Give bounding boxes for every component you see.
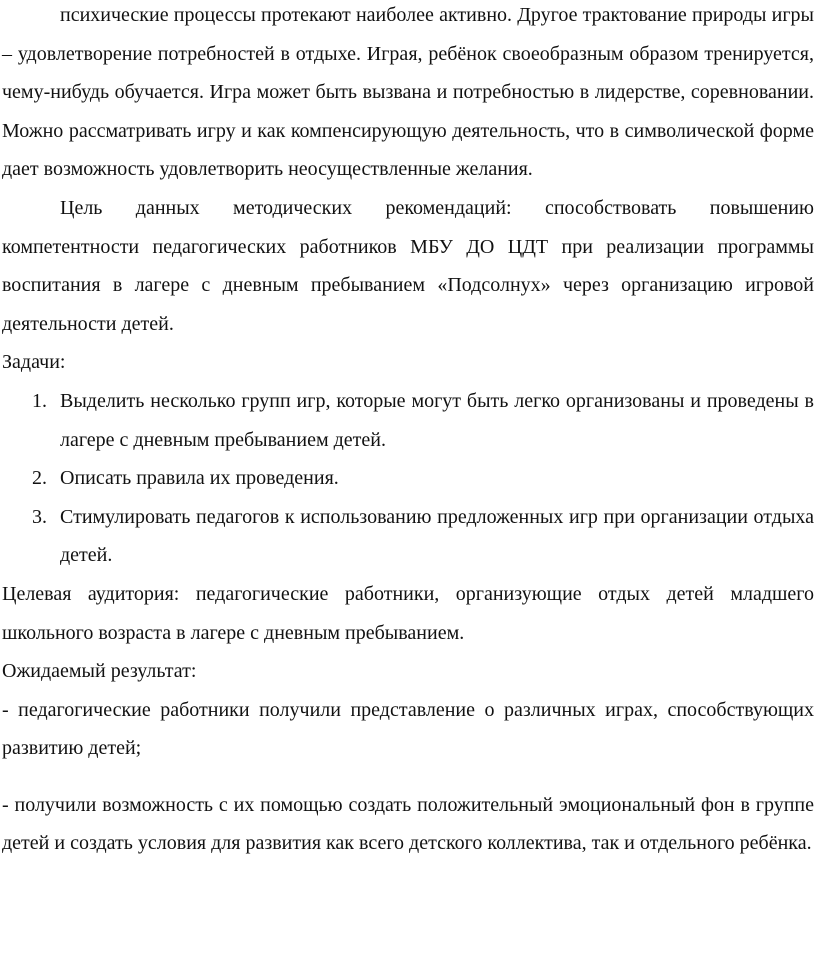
task-text: Описать правила их проведения. xyxy=(60,467,339,490)
tasks-heading: Задачи: xyxy=(2,351,66,374)
task-text: Выделить несколько групп игр, которые могут быть легко организованы и проведены в лагере с дневным пребыванием детей. xyxy=(60,389,814,451)
result-item: - педагогические работники получили представление о различных играх, способствующих развитию детей; xyxy=(2,698,814,760)
task-item xyxy=(2,459,814,498)
paragraph-gap xyxy=(2,768,814,786)
goal-paragraph: Цель данных методических рекомендаций: способствовать повышению компетентности педагогических работников МБУ ДО ЦДТ при реализации программы воспитания в лагере с дневным пребыванием «Подсолнух» через организацию игровой деятельности детей. xyxy=(2,196,814,335)
intro-paragraph: психические процессы протекают наиболее активно. Другое трактование природы игры – удовлетворение потребностей в отдыхе. Играя, ребёнок своеобразным образом тренируется, чему-нибудь обучается. Игра может быть вызвана и потребностью в лидерстве, соревновании. Можно рассматривать игру и как компенсирующую деятельность, что в символической форме дает возможность удовлетворить неосуществленные желания. xyxy=(2,4,814,181)
result-heading: Ожидаемый результат: xyxy=(2,660,197,683)
task-number: 1. xyxy=(32,389,47,412)
task-text: Стимулировать педагогов к использованию предложенных игр при организации отдыха детей. xyxy=(60,505,814,567)
audience-paragraph: Целевая аудитория: педагогические работники, организующие отдых детей младшего школьного возраста в лагере с дневным пребыванием. xyxy=(2,582,814,644)
task-number: 3. xyxy=(32,505,47,528)
task-item xyxy=(2,382,814,459)
result-item: - получили возможность с их помощью создать положительный эмоциональный фон в группе детей и создать условия для развития как всего детского коллектива, так и отдельного ребёнка. xyxy=(2,793,814,855)
task-item xyxy=(2,498,814,575)
task-number: 2. xyxy=(32,467,47,490)
tasks-list xyxy=(2,382,814,575)
